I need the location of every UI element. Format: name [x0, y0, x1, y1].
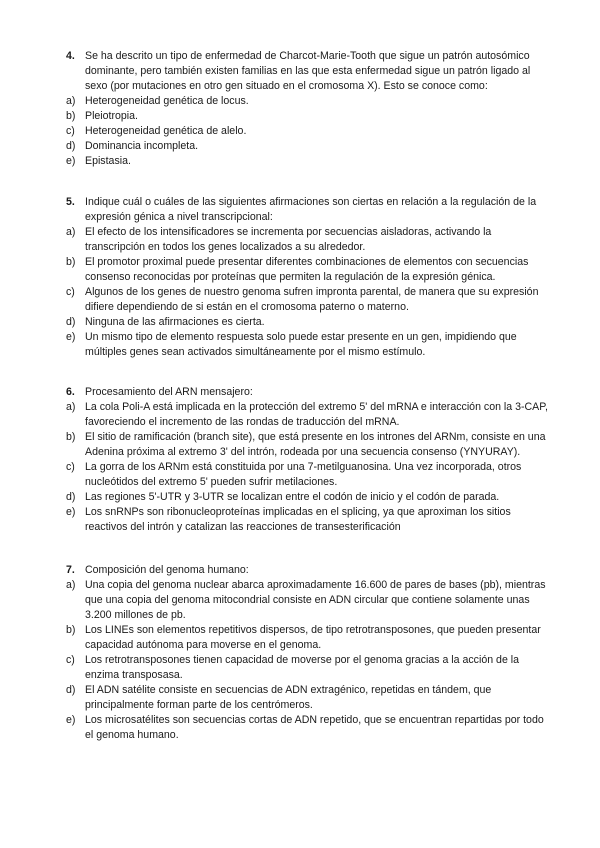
question-6 [66, 385, 550, 535]
option-letter: d) [66, 316, 76, 328]
option-d [66, 683, 550, 713]
option-text: Los LINEs son elementos repetitivos dispersos, de tipo retrotransposones, que pueden presentar capacidad autónoma para moverse en el genoma. [85, 624, 541, 651]
question-text: Se ha descrito un tipo de enfermedad de Charcot-Marie-Tooth que sigue un patrón autosómico dominante, pero también existen familias en las que esta enfermedad sigue un patrón ligado al sexo (por mutaciones en otro gen situado en el cromosoma X). Esto se conoce como: [85, 50, 531, 92]
option-text: Ninguna de las afirmaciones es cierta. [85, 316, 265, 328]
option-text: Los snRNPs son ribonucleoproteínas implicadas en el splicing, ya que aproximan los sitios reactivos del intrón y catalizan las reacciones de transesterificación [85, 506, 511, 533]
option-letter: e) [66, 506, 76, 518]
question-4 [66, 49, 550, 169]
question-number: 4. [66, 50, 75, 62]
option-letter: c) [66, 286, 75, 298]
option-text: Una copia del genoma nuclear abarca aproximadamente 16.600 de pares de bases (pb), mientras que una copia del genoma mitocondrial consiste en ADN circular que contiene solamente unas 3.200 millones de pb. [85, 579, 546, 621]
option-text: Las regiones 5'-UTR y 3-UTR se localizan entre el codón de inicio y el codón de parada. [85, 491, 500, 503]
option-letter: b) [66, 624, 76, 636]
option-text: Heterogeneidad genética de locus. [85, 95, 249, 107]
option-c [66, 460, 550, 490]
question-text: Composición del genoma humano: [85, 564, 249, 576]
option-letter: e) [66, 714, 76, 726]
option-letter: b) [66, 110, 76, 122]
option-letter: c) [66, 654, 75, 666]
option-letter: d) [66, 140, 76, 152]
option-c [66, 653, 550, 683]
option-letter: c) [66, 125, 75, 137]
option-a [66, 578, 550, 623]
option-e [66, 505, 550, 535]
option-b [66, 255, 550, 285]
option-a [66, 225, 550, 255]
option-b [66, 109, 550, 124]
option-d [66, 139, 550, 154]
option-list [66, 94, 550, 169]
option-letter: a) [66, 226, 76, 238]
option-text: El promotor proximal puede presentar diferentes combinaciones de elementos con secuencias consenso reconocidas por proteínas que permiten la regulación de la expresión génica. [85, 256, 529, 283]
option-d [66, 315, 550, 330]
option-text: Pleiotropia. [85, 110, 138, 122]
option-text: Algunos de los genes de nuestro genoma sufren impronta parental, de manera que su expresión difiere dependiendo de si están en el cromosoma paterno o materno. [85, 286, 539, 313]
option-letter: b) [66, 431, 76, 443]
question-text: Procesamiento del ARN mensajero: [85, 386, 253, 398]
option-text: La gorra de los ARNm está constituida por una 7-metilguanosina. Una vez incorporada, otros nucleótidos del extremo 5' pueden sufrir metilaciones. [85, 461, 522, 488]
question-stem [66, 49, 550, 94]
question-stem [66, 195, 550, 225]
question-number: 5. [66, 196, 75, 208]
question-number: 6. [66, 386, 75, 398]
option-text: El ADN satélite consiste en secuencias de ADN extragénico, repetidas en tándem, que principalmente forman parte de los centrómeros. [85, 684, 492, 711]
option-letter: e) [66, 331, 76, 343]
option-c [66, 285, 550, 315]
option-text: Epistasia. [85, 155, 131, 167]
option-letter: d) [66, 684, 76, 696]
option-letter: d) [66, 491, 76, 503]
question-stem [66, 563, 550, 578]
option-letter: c) [66, 461, 75, 473]
question-7 [66, 563, 550, 743]
option-list [66, 225, 550, 360]
option-text: Los retrotransposones tienen capacidad de moverse por el genoma gracias a la acción de la enzima transposasa. [85, 654, 520, 681]
option-e [66, 713, 550, 743]
option-letter: b) [66, 256, 76, 268]
option-text: El efecto de los intensificadores se incrementa por secuencias aisladoras, activando la transcripción en todos los genes localizados a su alrededor. [85, 226, 492, 253]
option-e [66, 330, 550, 360]
option-letter: a) [66, 95, 76, 107]
option-text: Un mismo tipo de elemento respuesta solo puede estar presente en un gen, impidiendo que múltiples genes sean activados simultáneamente por el mismo estímulo. [85, 331, 517, 358]
option-text: El sitio de ramificación (branch site), que está presente en los intrones del ARNm, consiste en una Adenina próxima al extremo 3' del intrón, rodeada por una secuencia consenso (YNYURAY). [85, 431, 546, 458]
option-d [66, 490, 550, 505]
option-letter: e) [66, 155, 76, 167]
option-b [66, 430, 550, 460]
option-b [66, 623, 550, 653]
option-list [66, 578, 550, 743]
option-text: Los microsatélites son secuencias cortas de ADN repetido, que se encuentran repartidas por todo el genoma humano. [85, 714, 544, 741]
option-text: La cola Poli-A está implicada en la protección del extremo 5' del mRNA e interacción con la 3-CAP, favoreciendo el incremento de las rondas de traducción del mRNA. [85, 401, 548, 428]
option-c [66, 124, 550, 139]
question-number: 7. [66, 564, 75, 576]
option-text: Heterogeneidad genética de alelo. [85, 125, 247, 137]
question-stem [66, 385, 550, 400]
question-text: Indique cuál o cuáles de las siguientes afirmaciones son ciertas en relación a la regulación de la expresión génica a nivel transcripcional: [85, 196, 537, 223]
option-letter: a) [66, 579, 76, 591]
option-a [66, 94, 550, 109]
option-e [66, 154, 550, 169]
option-text: Dominancia incompleta. [85, 140, 199, 152]
option-a [66, 400, 550, 430]
option-letter: a) [66, 401, 76, 413]
option-list [66, 400, 550, 535]
question-5 [66, 195, 550, 360]
